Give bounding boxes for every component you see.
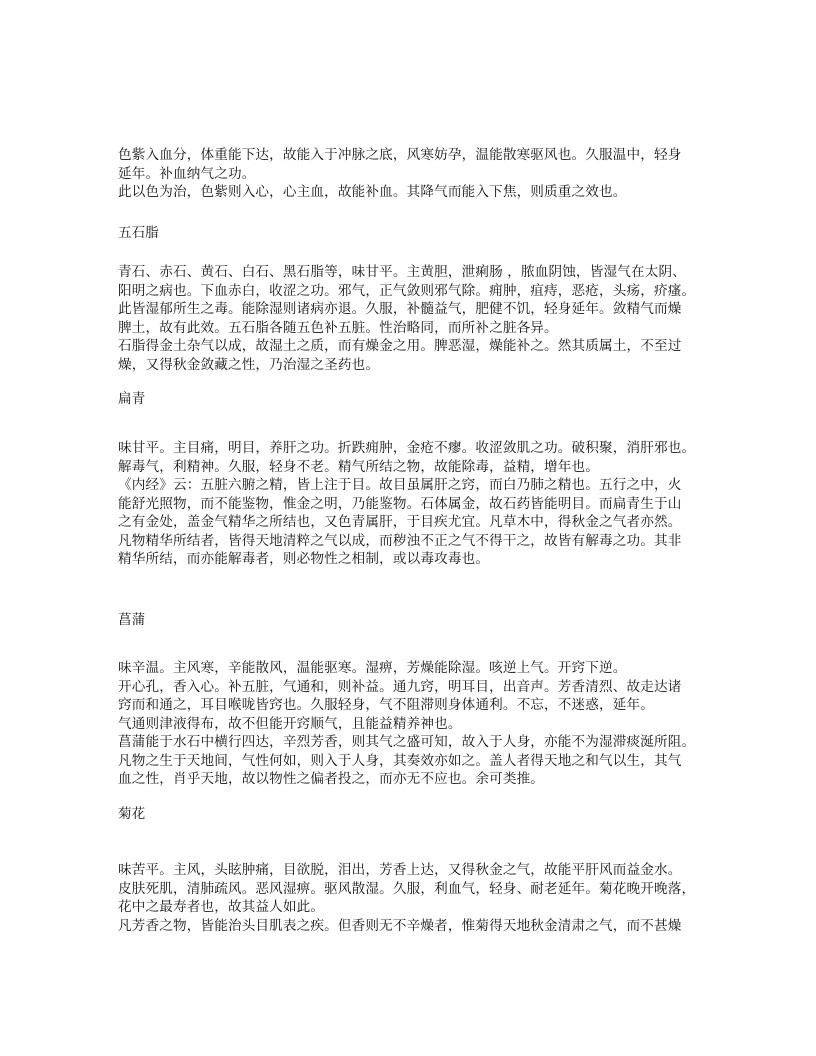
text-line: 凡物精华所结者，皆得天地清粹之气以成，而秽浊不正之气不得干之，故皆有解毒之功。其非	[118, 532, 682, 549]
text-line: 味苦平。主风，头眩肿痛，目欲脱，泪出，芳香上达，又得秋金之气，故能平肝风而益金水。	[118, 862, 682, 878]
text-line: 脾土，故有此效。五石脂各随五色补五脏。性治略同，而所补之脏各异。	[118, 319, 558, 336]
section-body-wushizhi	[118, 263, 718, 374]
text-line: 味甘平。主目痛，明目，养肝之功。折跌痈肿，金疮不瘳。收涩敛肌之功。破积聚，消肝邪也。	[118, 440, 696, 456]
text-line: 阳明之病也。下血赤白，收涩之功。邪气，正气敛则邪气除。痈肿，疽痔，恶疮，头疡，疥瘙。	[118, 282, 696, 299]
text-line: 能舒光照物，而不能鉴物，惟金之明，乃能鉴物。石体属金，故石药皆能明目。而扁青生于山	[118, 495, 682, 512]
text-line: 凡芳香之物，皆能治头目肌表之疾。但香则无不辛燥者，惟菊得天地秋金清肃之气，而不甚燥	[118, 917, 682, 934]
section-body-changpu	[118, 659, 718, 789]
text-line: 解毒气，利精神。久服，轻身不老。精气所结之物，故能除毒，益精，增年也。	[118, 458, 600, 475]
text-line: 窍而和通之，耳目喉咙皆窍也。久服轻身，气不阻滞则身体通利。不忘，不迷惑，延年。	[118, 697, 655, 713]
text-line: 《内经》云：五脏六腑之精，皆上注于目。故目虽属肝之窍，而白乃肺之精也。五行之中，火	[118, 477, 682, 493]
text-line: 味辛温。主风寒，辛能散风，温能驱寒。湿痹，芳燥能除湿。咳逆上气。开窍下逆。	[118, 660, 627, 676]
text-line: 此皆湿郁所生之毒。能除湿则诸病亦退。久服，补髓益气，肥健不饥，轻身延年。敛精气而燥	[118, 301, 682, 317]
section-heading-changpu: 菖蒲	[118, 612, 146, 628]
text-line: 延年。补血纳气之功。	[118, 165, 256, 182]
text-line: 花中之最寿者也，故其益人如此。	[118, 899, 325, 915]
section-body-bianqing	[118, 439, 718, 569]
section-heading-juhua: 菊花	[118, 806, 146, 822]
section-heading-wushizhi: 五石脂	[118, 225, 159, 241]
text-line: 开心孔，香入心。补五脏，气通和，则补益。通九窍，明耳目，出音声。芳香清烈、故走达诸	[118, 678, 682, 695]
text-line: 色紫入血分，体重能下达，故能入于冲脉之底，风寒妨孕，温能散寒驱风也。久服温中，轻身	[118, 147, 682, 163]
text-line: 青石、赤石、黄石、白石、黑石脂等，味甘平。主黄胆，泄痢肠 ，脓血阴蚀，皆湿气在太阴、	[118, 264, 686, 280]
text-line: 精华所结，而亦能解毒者，则必物性之相制，或以毒攻毒也。	[118, 551, 490, 567]
text-line: 皮肤死肌，清肺疏风。恶风湿痹。驱风散湿。久服，利血气，轻身、耐老延年。菊花晚开晚落，	[118, 880, 696, 897]
text-line: 菖蒲能于水石中横行四达，辛烈芳香，则其气之盛可知，故入于人身，亦能不为湿滞痰涎所阻。	[118, 734, 696, 750]
section-heading-bianqing: 扁青	[118, 391, 146, 407]
section-body-juhua	[118, 861, 718, 935]
intro-paragraphs	[118, 146, 718, 202]
text-line: 燥，又得秋金敛藏之性，乃治湿之圣药也。	[118, 356, 380, 373]
text-line: 石脂得金土杂气以成，故湿土之质，而有燥金之用。脾恶湿，燥能补之。然其质属土，不至过	[118, 338, 682, 354]
text-line: 此以色为治，色紫则入心，心主血，故能补血。其降气而能入下焦，则质重之效也。	[118, 184, 627, 200]
text-line: 气通则津液得布，故不但能开窍顺气，且能益精养神也。	[118, 715, 462, 732]
text-line: 之有金处，盖金气精华之所结也，又色青属肝，于目疾尤宜。凡草木中，得秋金之气者亦然。	[118, 514, 682, 530]
text-line: 凡物之生于天地间，气性何如，则入于人身，其奏效亦如之。盖人者得天地之和气以生，其气	[118, 752, 682, 769]
text-line: 血之性，肖乎天地，故以物性之偏者投之，而亦无不应也。余可类推。	[118, 771, 545, 787]
